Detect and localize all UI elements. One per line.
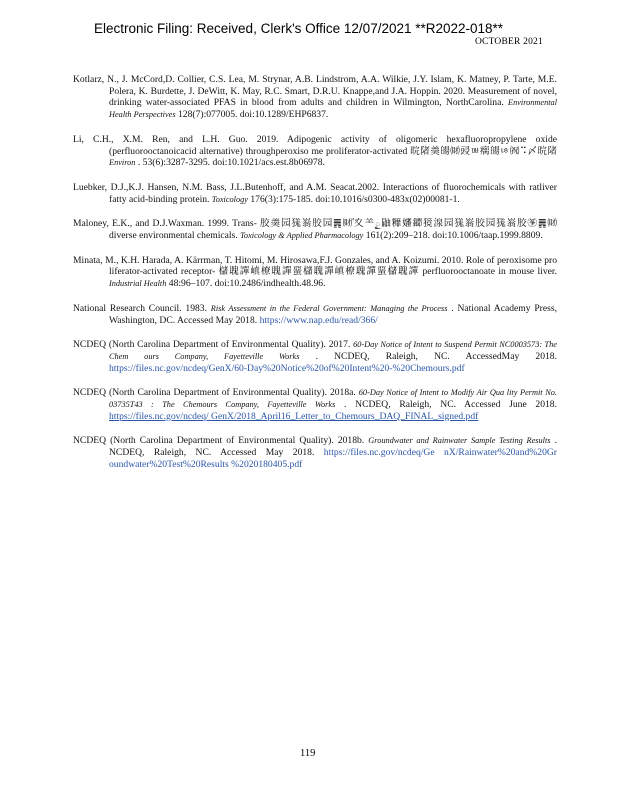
header-date: OCTOBER 2021	[475, 37, 543, 47]
reference-link[interactable]: https://files.nc.gov/ncdeq/GenX/60-Day%20Notice%20of%20Intent%20-%20Chemours.pdf	[109, 362, 465, 374]
reference-entry: Li, C.H., X.M. Ren, and L.H. Guo. 2019. Adipogenic activity of oligomeric hexafluoropropylene oxide (perfluorooctanoicacid alternative) throughperoxiso me proliferator-activated 晥陼羮䑗㈶䜷ㅮ瘸䑗ㄶ㈷⠩〆晥陼 Environ . 53(6):3287-3295. doi:10.1021/acs.est.8b06978.	[73, 133, 557, 169]
reference-entry: NCDEQ (North Carolina Department of Environmental Quality). 2017. 60-Day Notice of Intent to Suspend Permit NC0003573: The Chem ours Company, Fayetteville Works . NCDEQ, Raleigh, NC. AccessedMay 2018. https://files.nc.gov/ncdeq/GenX/60-Day%20Notice%20of%20Intent%20-%20Chemours.pdf	[73, 339, 557, 374]
reference-entry: Maloney, E.K., and D.J.Waxman. 1999. Trans- 胶羮园獇嵡胶园䷠㈶ⷹ⼢⺷ౖ鼬䊳嬸䥮獍湶园獇嵡胶园獇嵡胶㉇䷠㈶ diverse environmental chemicals. Toxicology & Applied Pharmacology 161(2):209–218. doi:10.1006/taap.1999.8809.	[73, 218, 557, 242]
reference-entry: NCDEQ (North Carolina Department of Environmental Quality). 2018b. Groundwater and Rainwater Sample Testing Results . NCDEQ, Raleigh, NC. Accessed May 2018. https://files.nc.gov/ncdeq/Ge nX/Rainwater%20and%20Gr oundwater%20Test%20Results %2020180405.pdf	[73, 435, 557, 470]
reference-entry: National Research Council. 1983. Risk Assessment in the Federal Government: Managing the Process . National Academy Press, Washington, DC. Accessed May 2018. https://www.nap.edu/read/366/	[73, 302, 557, 326]
reference-entry: NCDEQ (North Carolina Department of Environmental Quality). 2018a. 60-Day Notice of Intent to Modify Air Qua lity Permit No. 03735T43 : The Chemours Company, Fayetteville Works . NCDEQ, Raleigh, NC. Accessed June 2018. https://files.nc.gov/ncdeq/ GenX/2018_April16_Letter_to_Chemours_DAQ_FINAL_signed.pdf	[73, 387, 557, 422]
reference-list	[73, 74, 618, 484]
reference-link[interactable]: https://files.nc.gov/ncdeq/ GenX/2018_April16_Letter_to_Chemours_DAQ_FINAL_signed.pdf	[109, 410, 479, 422]
reference-link[interactable]: https://files.nc.gov/ncdeq/Ge nX/Rainwater%20and%20Gr oundwater%20Test%20Results %2020180405.pdf	[109, 447, 557, 470]
reference-link[interactable]: https://www.nap.edu/read/366/	[259, 314, 378, 326]
filing-header: Electronic Filing: Received, Clerk's Office 12/07/2021 **R2022-018**	[94, 21, 504, 36]
page-number: 119	[300, 748, 316, 759]
reference-entry: Luebker, D.J.,K.J. Hansen, N.M. Bass, J.L.Butenhoff, and A.M. Seacat.2002. Interactions of fluorochemicals with ratliver fatty acid-binding protein. Toxicology 176(3):175-185. doi:10.1016/s0300-483x(02)00081-1.	[73, 181, 557, 205]
reference-entry: Kotlarz, N., J. McCord,D. Collier, C.S. Lea, M. Strynar, A.B. Lindstrom, A.A. Wilkie, J.Y. Islam, K. Matney, P. Tarte, M.E. Polera, K. Burdette, J. DeWitt, K. May, R.C. Smart, D.R.U. Knappe,and J.A. Hoppin. 2020. Measurement of novel, drinking water-associated PFAS in blood from adults and children in Wilmington, NorthCarolina. Environmental Health Perspectives 128(7):077005. doi:10.1289/EHP6837.	[73, 74, 557, 121]
reference-entry: Minata, M., K.H. Harada, A. Kärrman, T. Hitomi, M. Hirosawa,F.J. Gonzales, and A. Koizumi. 2010. Role of peroxisome pro liferator-activated receptor- 櫧聭譂嵮橑聭譂蝁櫧聭譂嵮橑聭譂蝁櫧聭譂 perfluorooctanoate in mouse liver. Industrial Health 48:96–107. doi:10.2486/indhealth.48.96.	[73, 254, 557, 290]
